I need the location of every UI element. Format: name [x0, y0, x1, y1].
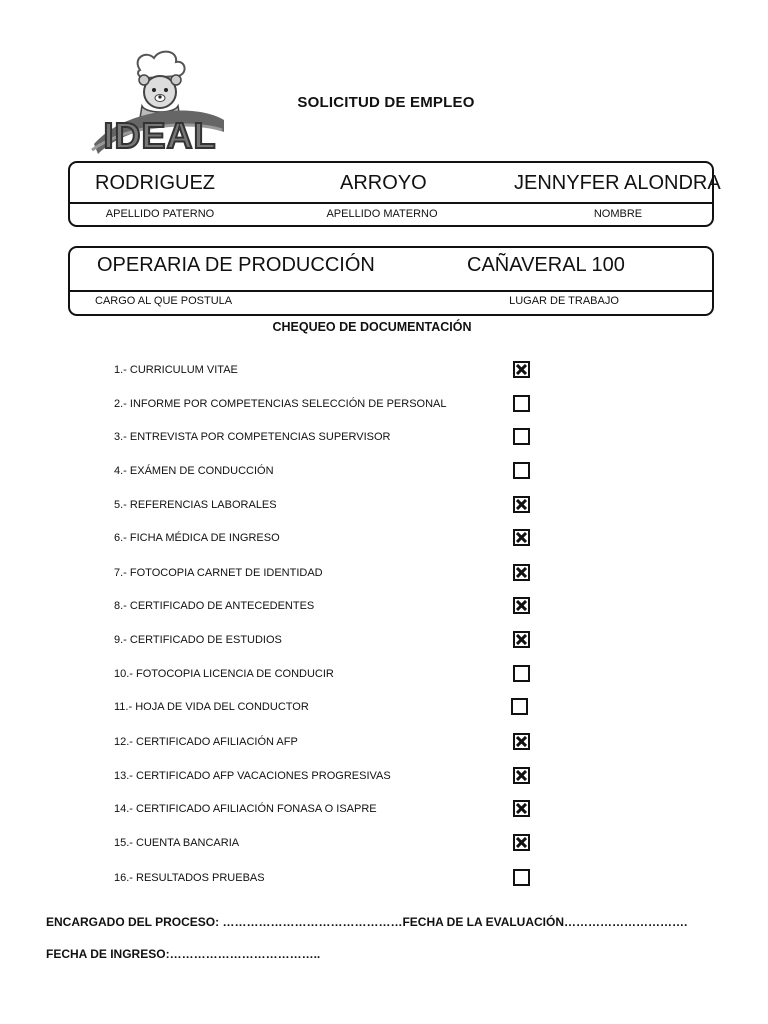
checklist-item: [0, 361, 768, 385]
checkbox[interactable]: [513, 733, 530, 750]
checkbox[interactable]: [513, 834, 530, 851]
apellido-paterno-label: APELLIDO PATERNO: [105, 208, 215, 220]
checklist-item: [0, 733, 768, 757]
apellido-paterno-value: RODRIGUEZ: [95, 172, 215, 194]
logo-wordmark: IDEAL: [103, 115, 217, 156]
checklist-item-label: 4.- EXÁMEN DE CONDUCCIÓN: [114, 465, 274, 477]
checkbox[interactable]: [513, 564, 530, 581]
checkbox[interactable]: [513, 800, 530, 817]
checklist-item: [0, 767, 768, 791]
checkbox[interactable]: [513, 462, 530, 479]
checklist-item: [0, 800, 768, 824]
checklist-item: [0, 698, 768, 722]
check-x-icon: [516, 634, 527, 645]
checklist-item: [0, 395, 768, 419]
encargado-evaluacion-line: ENCARGADO DEL PROCESO: ………………………………………FECHA DE LA EVALUACIÓN………………………….: [46, 915, 688, 929]
checkbox[interactable]: [513, 665, 530, 682]
checklist-item-label: 2.- INFORME POR COMPETENCIAS SELECCIÓN DE PERSONAL: [114, 398, 447, 410]
checklist-item-label: 14.- CERTIFICADO AFILIACIÓN FONASA O ISAPRE: [114, 803, 377, 815]
checklist-item-label: 16.- RESULTADOS PRUEBAS: [114, 872, 265, 884]
lugar-label: LUGAR DE TRABAJO: [509, 295, 619, 307]
checkbox[interactable]: [513, 631, 530, 648]
check-x-icon: [516, 567, 527, 578]
check-x-icon: [516, 837, 527, 848]
apellido-materno-label: APELLIDO MATERNO: [326, 208, 438, 220]
apellido-materno-value: ARROYO: [340, 172, 427, 194]
check-x-icon: [516, 770, 527, 781]
nombre-label: NOMBRE: [593, 208, 643, 220]
checkbox[interactable]: [513, 361, 530, 378]
checklist-item: [0, 462, 768, 486]
checklist-item: [0, 564, 768, 588]
checklist-title: CHEQUEO DE DOCUMENTACIÓN: [272, 320, 472, 334]
checkbox[interactable]: [513, 529, 530, 546]
check-x-icon: [516, 364, 527, 375]
checklist-item: [0, 597, 768, 621]
check-x-icon: [516, 736, 527, 747]
checklist-item-label: 5.- REFERENCIAS LABORALES: [114, 499, 277, 511]
checkbox[interactable]: [513, 767, 530, 784]
checkbox[interactable]: [513, 869, 530, 886]
checklist-item: [0, 428, 768, 452]
check-x-icon: [516, 532, 527, 543]
lugar-value: CAÑAVERAL 100: [467, 254, 625, 276]
check-x-icon: [516, 499, 527, 510]
checkbox[interactable]: [511, 698, 528, 715]
checklist-item: [0, 631, 768, 655]
checklist-item-label: 6.- FICHA MÉDICA DE INGRESO: [114, 532, 280, 544]
position-box-divider: [70, 290, 712, 292]
checklist-item-label: 15.- CUENTA BANCARIA: [114, 837, 240, 849]
checklist-item-label: 1.- CURRICULUM VITAE: [114, 364, 238, 376]
cargo-value: OPERARIA DE PRODUCCIÓN: [97, 254, 375, 276]
document-title: SOLICITUD DE EMPLEO: [297, 94, 475, 111]
checkbox[interactable]: [513, 597, 530, 614]
checklist-item: [0, 529, 768, 553]
check-x-icon: [516, 803, 527, 814]
checkbox[interactable]: [513, 496, 530, 513]
checklist-item-label: 9.- CERTIFICADO DE ESTUDIOS: [114, 634, 282, 646]
checklist-item: [0, 869, 768, 893]
checklist-item-label: 12.- CERTIFICADO AFILIACIÓN AFP: [114, 736, 298, 748]
checklist-item-label: 7.- FOTOCOPIA CARNET DE IDENTIDAD: [114, 567, 323, 579]
checklist-item-label: 10.- FOTOCOPIA LICENCIA DE CONDUCIR: [114, 668, 334, 680]
checkbox[interactable]: [513, 395, 530, 412]
checklist-item: [0, 834, 768, 858]
checkbox[interactable]: [513, 428, 530, 445]
checklist-item-label: 3.- ENTREVISTA POR COMPETENCIAS SUPERVISOR: [114, 431, 391, 443]
fecha-ingreso-line: FECHA DE INGRESO:………………………………..: [46, 947, 321, 961]
name-box-divider: [70, 202, 712, 204]
check-x-icon: [516, 600, 527, 611]
checklist-item: [0, 496, 768, 520]
checklist-item: [0, 665, 768, 689]
nombre-value: JENNYFER ALONDRA: [514, 172, 721, 194]
checklist-item-label: 11.- HOJA DE VIDA DEL CONDUCTOR: [114, 701, 309, 713]
cargo-label: CARGO AL QUE POSTULA: [95, 295, 233, 307]
checklist-item-label: 13.- CERTIFICADO AFP VACACIONES PROGRESIVAS: [114, 770, 391, 782]
checklist-item-label: 8.- CERTIFICADO DE ANTECEDENTES: [114, 600, 315, 612]
